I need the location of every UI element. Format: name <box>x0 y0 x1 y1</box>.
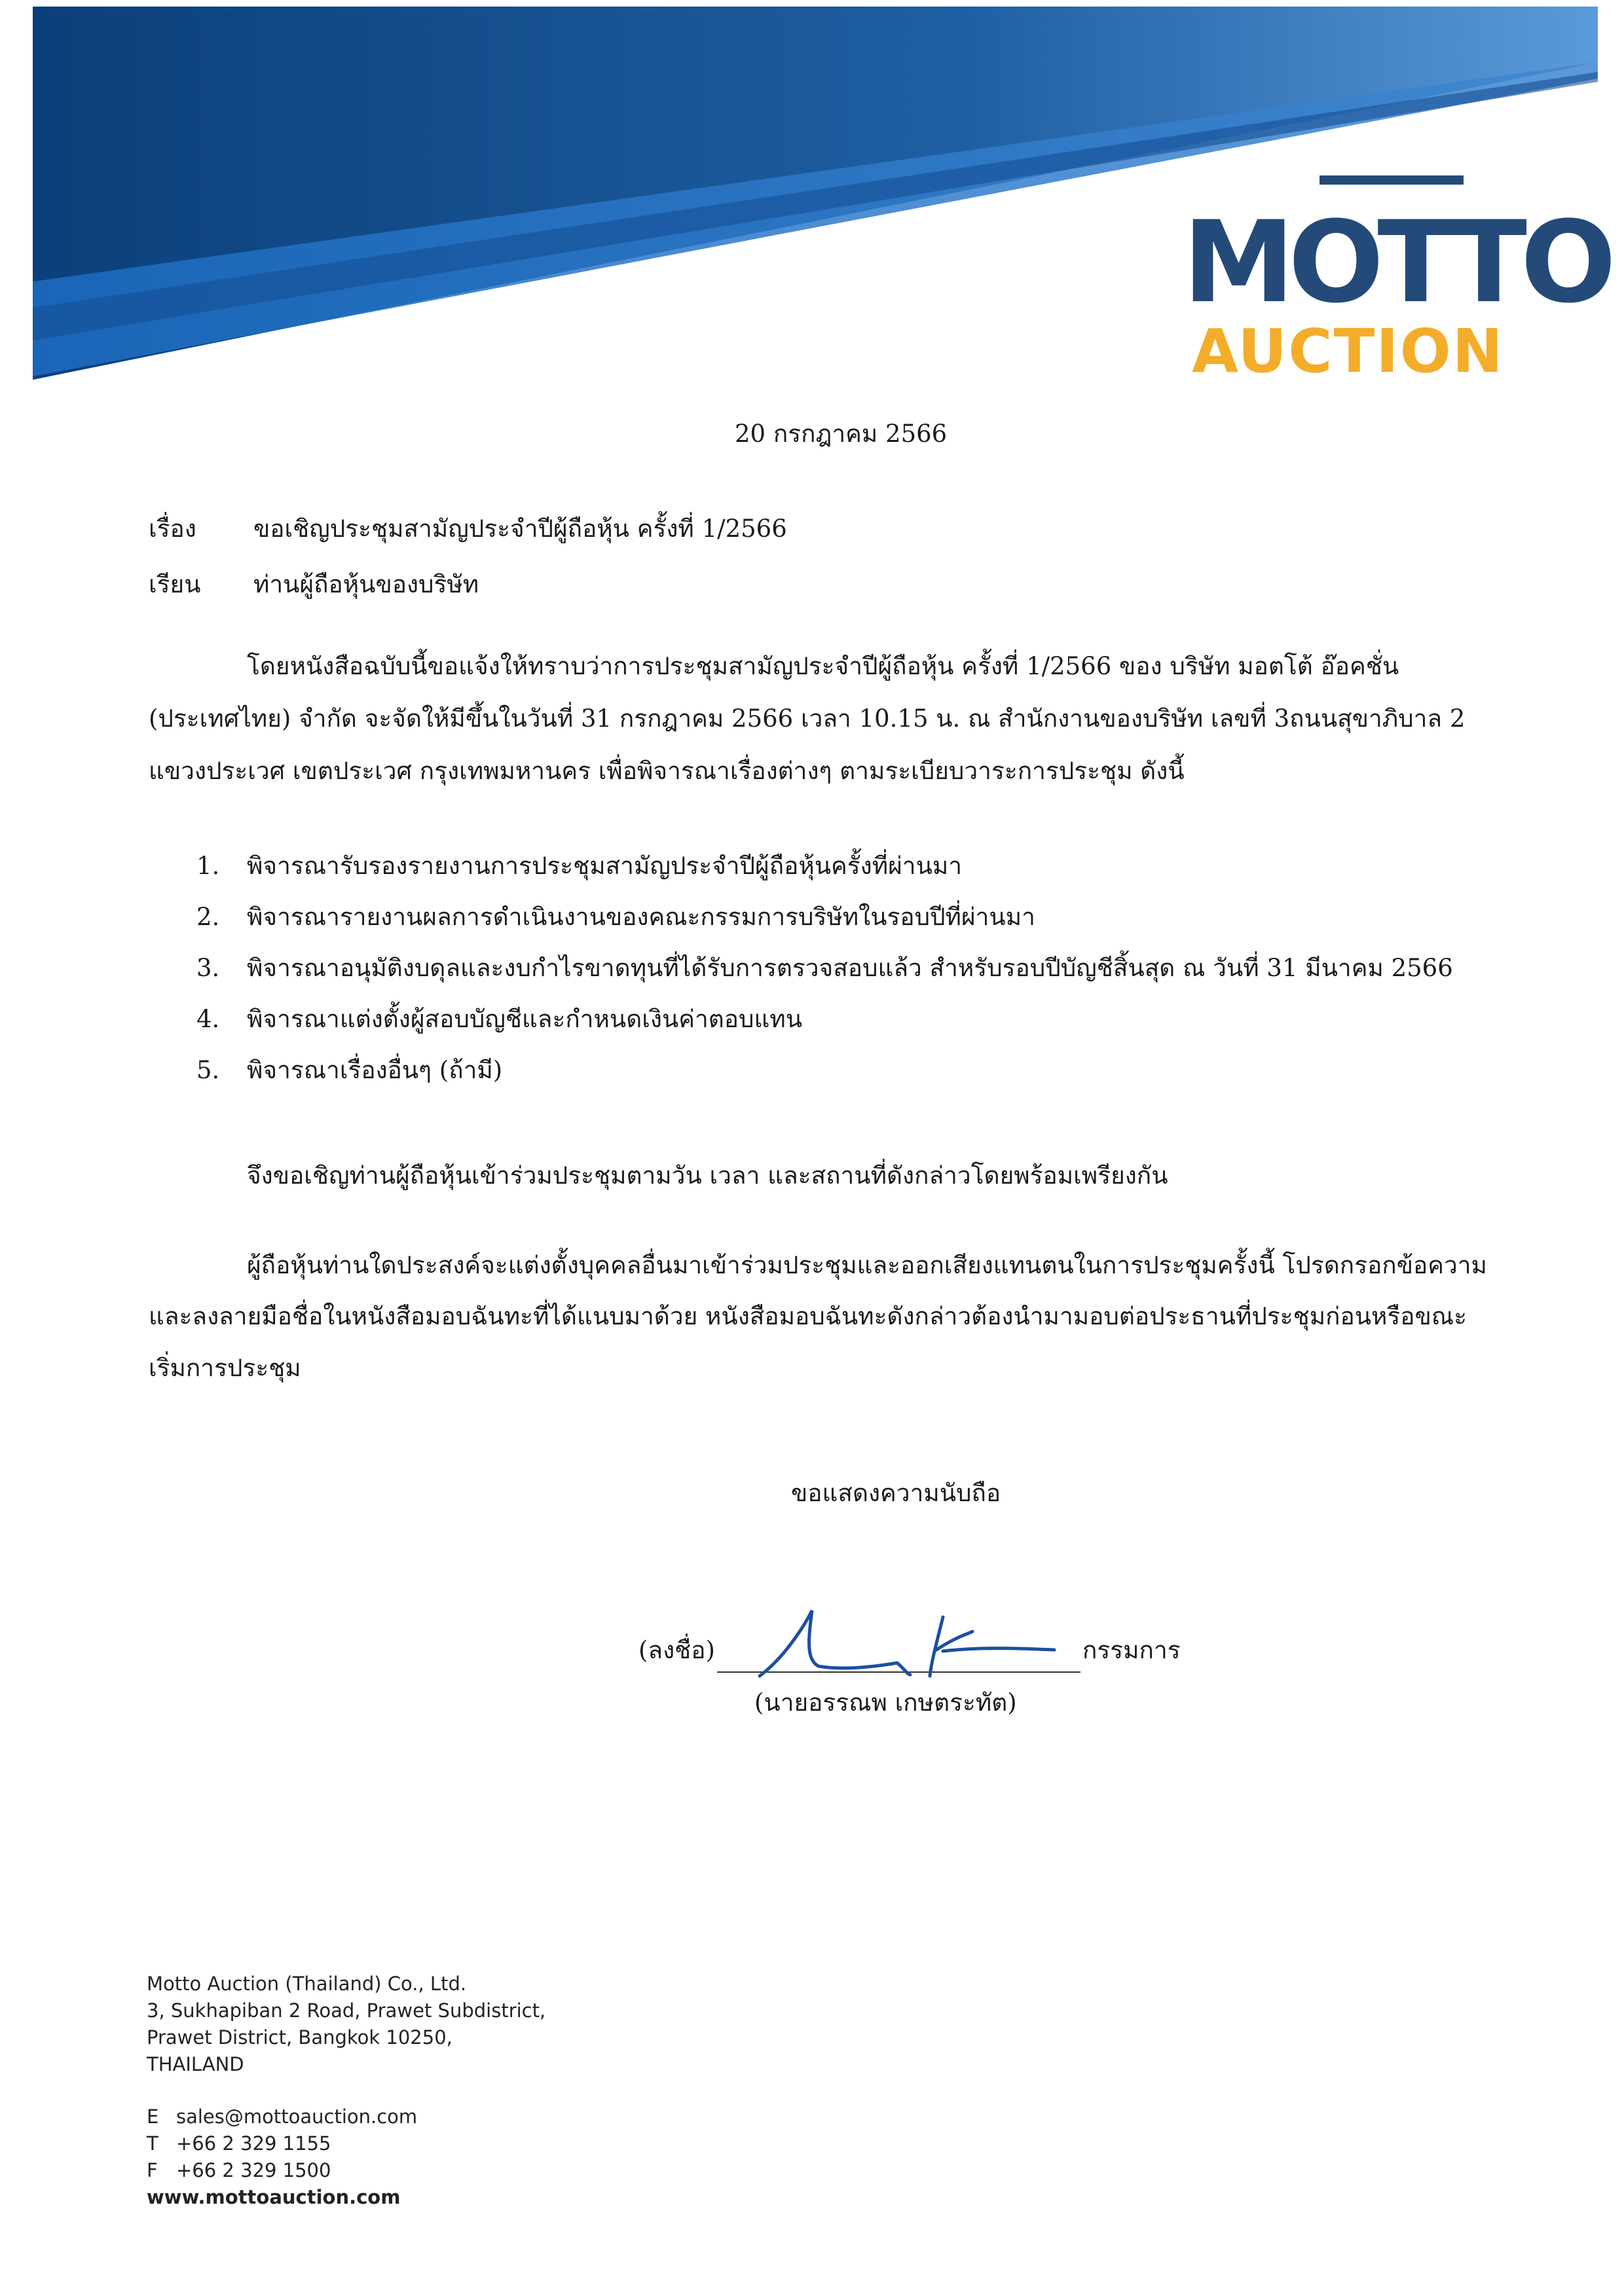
intro-line: โดยหนังสือฉบับนี้ขอแจ้งให้ทราบว่าการประชุมสามัญประจำปีผู้ถือหุ้น ครั้งที่ 1/2566 ของ บริษัท มอตโต้ อ๊อคชั่น <box>247 652 1399 680</box>
signer-name: (นายอรรณพ เกษตระทัต) <box>754 1688 1017 1717</box>
company-address <box>147 1971 545 2078</box>
agenda-number: 3. <box>196 954 220 982</box>
svg-text:MOTTO: MOTTO <box>1183 196 1610 328</box>
recipient-label: เรียน <box>149 570 201 598</box>
address-line: Prawet District, Bangkok 10250, <box>147 2026 452 2049</box>
subject-label: เรื่อง <box>149 515 196 543</box>
agenda-number: 5. <box>196 1056 220 1084</box>
contact-block <box>147 2104 417 2211</box>
signer-title: กรรมการ <box>1082 1636 1181 1664</box>
motto-auction-logo <box>1179 164 1610 386</box>
intro-line: แขวงประเวศ เขตประเวศ กรุงเทพมหานคร เพื่อพิจารณาเรื่องต่างๆ ตามระเบียบวาระการประชุม ดังนี้ <box>149 757 1185 785</box>
email-link[interactable]: sales@mottoauction.com <box>176 2105 418 2128</box>
agenda-text: พิจารณารายงานผลการดำเนินงานของคณะกรรมการบริษัทในรอบปีที่ผ่านมา <box>247 903 1035 931</box>
invitation-sentence: จึงขอเชิญท่านผู้ถือหุ้นเข้าร่วมประชุมตามวัน เวลา และสถานที่ดังกล่าวโดยพร้อมเพรียงกัน <box>247 1161 1168 1190</box>
svg-text:AUCTION: AUCTION <box>1192 316 1504 386</box>
agenda-text: พิจารณาแต่งตั้งผู้สอบบัญชีและกำหนดเงินค่าตอบแทน <box>247 1005 803 1033</box>
proxy-line: เริ่มการประชุม <box>149 1354 301 1382</box>
phone-row <box>147 2130 417 2157</box>
proxy-line: ผู้ถือหุ้นท่านใดประสงค์จะแต่งตั้งบุคคลอื่นมาเข้าร่วมประชุมและออกเสียงแทนตนในการประชุมครั้งนี้ โปรดกรอกข้อความ <box>247 1251 1487 1279</box>
agenda-text: พิจารณาอนุมัติงบดุลและงบกำไรขาดทุนที่ได้รับการตรวจสอบแล้ว สำหรับรอบปีบัญชีสิ้นสุด ณ วันที่ 31 มีนาคม 2566 <box>247 954 1453 982</box>
address-line: 3, Sukhapiban 2 Road, Prawet Subdistrict, <box>147 1999 546 2022</box>
proxy-line: และลงลายมือชื่อในหนังสือมอบฉันทะที่ได้แนบมาด้วย หนังสือมอบฉันทะดังกล่าวต้องนำมามอบต่อประธานที่ประชุมก่อนหรือขณะ <box>149 1302 1467 1330</box>
agenda-text: พิจารณาเรื่องอื่นๆ (ถ้ามี) <box>247 1056 503 1084</box>
phone-label: T <box>147 2132 158 2155</box>
intro-line: (ประเทศไทย) จำกัด จะจัดให้มีขึ้นในวันที่ 31 กรกฎาคม 2566 เวลา 10.15 น. ณ สำนักงานของบริษัท เลขที่ 3ถนนสุขาภิบาล 2 <box>149 704 1466 733</box>
handwritten-signature <box>747 1597 1074 1689</box>
address-line: THAILAND <box>147 2053 244 2075</box>
agenda-number: 1. <box>196 852 220 880</box>
recipient-text: ท่านผู้ถือหุ้นของบริษัท <box>253 570 479 598</box>
agenda-number: 4. <box>196 1005 220 1033</box>
fax-number: +66 2 329 1500 <box>176 2159 331 2181</box>
email-row <box>147 2104 417 2130</box>
subject-text: ขอเชิญประชุมสามัญประจำปีผู้ถือหุ้น ครั้งที่ 1/2566 <box>253 515 787 543</box>
closing-phrase: ขอแสดงความนับถือ <box>791 1479 1001 1507</box>
website-link[interactable]: www.mottoauction.com <box>147 2186 401 2208</box>
phone-number: +66 2 329 1155 <box>176 2132 331 2155</box>
fax-label: F <box>147 2159 158 2181</box>
company-name: Motto Auction (Thailand) Co., Ltd. <box>147 1973 467 1995</box>
signature-label: (ลงชื่อ) <box>638 1636 715 1664</box>
letter-date: 20 กรกฎาคม 2566 <box>735 420 948 448</box>
fax-row <box>147 2157 417 2184</box>
agenda-number: 2. <box>196 903 220 931</box>
email-label: E <box>147 2105 159 2128</box>
agenda-text: พิจารณารับรองรายงานการประชุมสามัญประจำปีผู้ถือหุ้นครั้งที่ผ่านมา <box>247 852 963 880</box>
